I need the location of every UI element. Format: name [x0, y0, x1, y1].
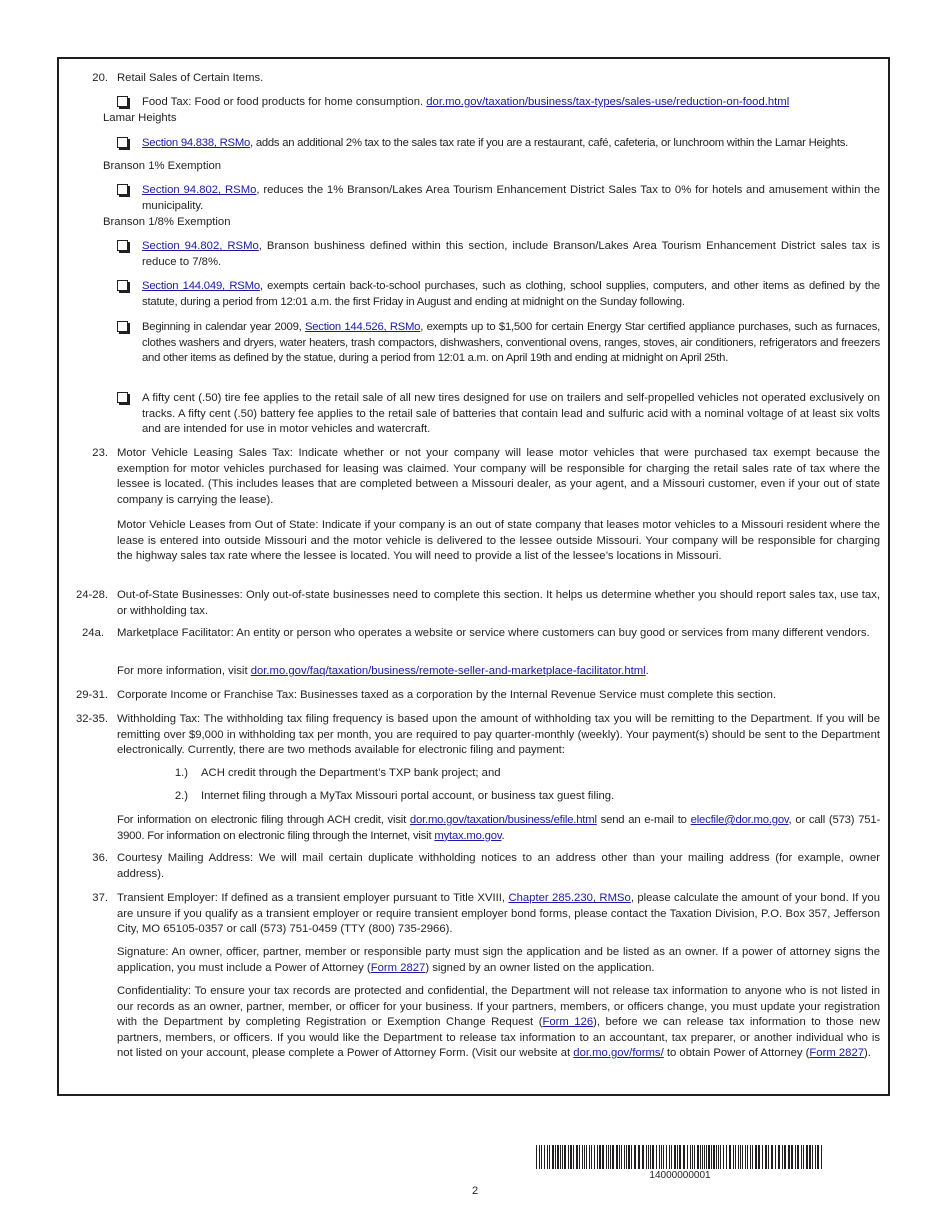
- barcode-bar: [795, 1145, 796, 1169]
- form-126-link[interactable]: Form 126: [542, 1016, 594, 1028]
- barcode-bar: [782, 1145, 783, 1169]
- barcode-bar: [591, 1145, 592, 1169]
- barcode-bar: [677, 1145, 678, 1169]
- efile-link[interactable]: dor.mo.gov/taxation/business/efile.html: [409, 814, 597, 826]
- barcode-bar: [765, 1145, 767, 1169]
- barcode-bar: [702, 1145, 703, 1169]
- method-internet-text: Internet filing through a MyTax Missouri portal account, or business tax guest filing.: [201, 790, 615, 802]
- barcode-bar: [812, 1145, 813, 1169]
- barcode-bar: [815, 1145, 816, 1169]
- barcode-bar: [669, 1145, 670, 1169]
- barcode-bar: [775, 1145, 776, 1169]
- checkbox-school[interactable]: [117, 280, 128, 291]
- barcode-bar: [791, 1145, 793, 1169]
- barcode-number: 14000000001: [649, 1170, 711, 1181]
- barcode-bar: [740, 1145, 741, 1169]
- corporate-text: Corporate Income or Franchise Tax: Businesses taxed as a corporation by the Internal Revenue Service must complete this section.: [117, 689, 777, 701]
- barcode-bar: [624, 1145, 625, 1169]
- branson18-text: Section 94.802, RSMo, Branson bushiness defined within this section, include Branson/Lakes Area Tourism Enhancement District sales tax is reduce to 7/8%.: [142, 240, 880, 268]
- barcode-bar: [584, 1145, 585, 1169]
- barcode-bar: [671, 1145, 672, 1169]
- confidentiality-text: Confidentiality: To ensure your tax records are protected and confidential, the Department will not release tax information to anyone who is not listed in our records as an owner, partner, member, or officer for your business. If your partners, members, or officers change, you must update your registration with the Department by completing Registration or Exemption Change Request (Form 126), before we can release tax information to those new partners, members, or officers. If you would like the Department to release tax information to an accountant, tax preparer, or another individual who is not listed on your account, please complete a Power of Attorney Form. (Visit our website at dor.mo.gov/forms/ to obtain Power of Attorney (Form 2827).: [117, 985, 880, 1059]
- form-2827-link-2[interactable]: Form 2827: [809, 1047, 865, 1059]
- barcode-bar: [656, 1145, 657, 1169]
- barcode-bar: [638, 1145, 640, 1169]
- elecfile-email-link[interactable]: elecfile@dor.mo.gov: [690, 814, 789, 826]
- barcode-bar: [612, 1145, 614, 1169]
- mytax-link[interactable]: mytax.mo.gov: [434, 829, 502, 842]
- section-144049-link[interactable]: Section 144.049, RSMo: [142, 280, 260, 292]
- marketplace-text: Marketplace Facilitator: An entity or person who operates a website or service where customers can buy good or services from many different vendors.: [117, 627, 870, 639]
- section-94802-link-2[interactable]: Section 94.802, RSMo: [142, 240, 259, 252]
- barcode-bar: [539, 1145, 540, 1169]
- barcode-bar: [735, 1145, 736, 1169]
- barcode-bar: [788, 1145, 790, 1169]
- barcode-bar: [716, 1145, 717, 1169]
- barcode-bar: [570, 1145, 572, 1169]
- barcode-bar: [738, 1145, 739, 1169]
- barcode-bar: [801, 1145, 802, 1169]
- efile-text: For information on electronic filing through ACH credit, visit dor.mo.gov/taxation/business/efile.html send an e-mail to elecfile@dor.mo.gov, or call (573) 751-3900. For information on electronic filing through the Internet, visit mytax.mo.gov.: [117, 814, 881, 842]
- barcode-bar: [621, 1145, 622, 1169]
- barcode-bar: [628, 1145, 630, 1169]
- barcode-bar: [803, 1145, 804, 1169]
- barcode-bar: [729, 1145, 731, 1169]
- barcode-bar: [683, 1145, 685, 1169]
- item-number: 36.: [92, 852, 108, 864]
- chapter-285230-link[interactable]: Chapter 285.230, RMSo: [508, 892, 631, 904]
- barcode-bar: [700, 1145, 701, 1169]
- barcode-bar: [642, 1145, 644, 1169]
- transient-employer-text: Transient Employer: If defined as a transient employer pursuant to Title XVIII, Chapter 285.230, RMSo, please calculate the amount of your bond. If you are unsure if you qualify as a transient employer or require transient employer bond forms, please contact the Taxation Division, P.O. Box 357, Jefferson City, MO 65105-0357 or call (573) 751-0459 (TTY (800) 735-2966).: [117, 892, 881, 935]
- barcode-bar: [659, 1145, 660, 1169]
- barcode-bar: [579, 1145, 580, 1169]
- barcode-bar: [599, 1145, 601, 1169]
- barcode-bar: [674, 1145, 676, 1169]
- energy-text: Beginning in calendar year 2009, Section 144.526, RSMo, exempts up to $1,500 for certain Energy Star certified appliance purchases, such as furnaces, clothes washers and dryers, water heaters, trash compactors, dishwashers, conventional ovens, ranges, stoves, air conditioners, refrigerators and freezers and other items as defined by the statue, during a period from 12:01 a.m. on April 19th and ending at midnight on April 25th.: [142, 321, 880, 364]
- food-tax-link[interactable]: dor.mo.gov/taxation/business/tax-types/sales-use/reduction-on-food.html: [426, 96, 790, 108]
- school-text: Section 144.049, RSMo, exempts certain back-to-school purchases, such as clothing, school supplies, computers, and other items as defined by the statute, during a period from 12:01 a.m. the first Friday in August and ending at midnight on the Sunday following.: [142, 280, 880, 308]
- checkbox-energy[interactable]: [117, 321, 128, 332]
- barcode-bar: [634, 1145, 636, 1169]
- barcode-bar: [557, 1145, 559, 1169]
- barcode-bar: [663, 1145, 664, 1169]
- barcode-bar: [708, 1145, 710, 1169]
- checkbox-tire[interactable]: [117, 392, 128, 403]
- barcode-bar: [616, 1145, 618, 1169]
- lamar-text: Section 94.838, RSMo, adds an additional 2% tax to the sales tax rate if you are a restaurant, café, cafeteria, or lunchroom within the Lamar Heights.: [142, 137, 849, 149]
- barcode-bar: [745, 1145, 746, 1169]
- barcode-bar: [706, 1145, 707, 1169]
- barcode-bar: [562, 1145, 563, 1169]
- barcode-bar: [594, 1145, 595, 1169]
- barcode-bar: [661, 1145, 662, 1169]
- barcode-bar: [619, 1145, 620, 1169]
- barcode-bar: [679, 1145, 681, 1169]
- barcode-bar: [573, 1145, 574, 1169]
- barcode-bar: [541, 1145, 542, 1169]
- barcode-bar: [582, 1145, 583, 1169]
- marketplace-more: For more information, visit dor.mo.gov/faq/taxation/business/remote-seller-and-marketplace-facilitator.html.: [117, 665, 649, 677]
- barcode-bar: [536, 1145, 537, 1169]
- barcode: [536, 1145, 824, 1169]
- section-94802-link[interactable]: Section 94.802, RSMo: [142, 184, 257, 196]
- method-number: 2.): [174, 790, 188, 802]
- form-2827-link[interactable]: Form 2827: [370, 961, 426, 974]
- branson1-heading: Branson 1% Exemption: [103, 160, 222, 172]
- barcode-bar: [626, 1145, 627, 1169]
- checkbox-branson1[interactable]: [117, 184, 128, 195]
- tire-text: A fifty cent (.50) tire fee applies to the retail sale of all new tires designed for use on trailers and self-propelled vehicles not operated exclusively on tracks. A fifty cent (.50) battery fee applies to the retail sale of batteries that contain lead and sulfuric acid with a nominal voltage of at least six volts and are intended for use in motor vehicles and watercraft.: [142, 392, 880, 435]
- barcode-bar: [778, 1145, 780, 1169]
- item-number: 20.: [92, 72, 108, 84]
- checkbox-branson18[interactable]: [117, 240, 128, 251]
- barcode-bar: [742, 1145, 743, 1169]
- item-number: 24a.: [82, 627, 104, 639]
- branson1-text: Section 94.802, RSMo, reduces the 1% Branson/Lakes Area Tourism Enhancement District Sales Tax to 0% for hotels and amusement within the municipality.: [142, 184, 880, 212]
- barcode-bar: [713, 1145, 715, 1169]
- forms-link[interactable]: dor.mo.gov/forms/: [573, 1047, 664, 1059]
- barcode-bar: [821, 1145, 822, 1169]
- barcode-bar: [755, 1145, 757, 1169]
- barcode-bar: [560, 1145, 561, 1169]
- barcode-bar: [797, 1145, 799, 1169]
- barcode-bar: [758, 1145, 760, 1169]
- checkbox-lamar[interactable]: [117, 137, 128, 148]
- vehicle-leases-out-of-state-text: Motor Vehicle Leases from Out of State: Indicate if your company is an out of state company that leases motor vehicles to a Missouri resident where the lease is entered into outside Missouri and the motor vehicle is delivered to the lessee outside Missouri. Your company will be responsible for charging the highway sales tax rate where the lessee is located. You will need to provide a list of the lessee’s locations in Missouri.: [117, 519, 880, 562]
- barcode-bar: [704, 1145, 705, 1169]
- barcode-bar: [631, 1145, 632, 1169]
- barcode-bar: [608, 1145, 609, 1169]
- barcode-bar: [576, 1145, 578, 1169]
- barcode-bar: [564, 1145, 566, 1169]
- section-144526-link[interactable]: Section 144.526, RSMo: [304, 321, 421, 333]
- barcode-bar: [762, 1145, 763, 1169]
- food-tax-text: Food Tax: Food or food products for home consumption. dor.mo.gov/taxation/business/tax-types/sales-use/reduction-on-food.html: [142, 96, 790, 108]
- barcode-bar: [597, 1145, 598, 1169]
- barcode-bar: [652, 1145, 654, 1169]
- barcode-bar: [733, 1145, 734, 1169]
- barcode-bar: [752, 1145, 753, 1169]
- barcode-bar: [586, 1145, 587, 1169]
- marketplace-link[interactable]: dor.mo.gov/faq/taxation/business/remote-seller-and-marketplace-facilitator.html: [250, 665, 646, 677]
- barcode-bar: [648, 1145, 649, 1169]
- barcode-bar: [692, 1145, 693, 1169]
- out-of-state-text: Out-of-State Businesses: Only out-of-state businesses need to complete this section. It helps us determine whether you should report sales tax, use tax, or withholding tax.: [117, 589, 880, 617]
- barcode-bar: [817, 1145, 819, 1169]
- barcode-bar: [806, 1145, 808, 1169]
- barcode-bar: [606, 1145, 607, 1169]
- barcode-bar: [720, 1145, 721, 1169]
- courtesy-mailing-text: Courtesy Mailing Address: We will mail certain duplicate withholding notices to an address other than your mailing address (for example, owner address).: [117, 852, 880, 880]
- page-number: 2: [471, 1185, 479, 1197]
- barcode-bar: [547, 1145, 548, 1169]
- barcode-bar: [650, 1145, 651, 1169]
- barcode-bar: [690, 1145, 691, 1169]
- lamar-heading: Lamar Heights: [103, 112, 177, 124]
- barcode-bar: [768, 1145, 769, 1169]
- barcode-bar: [694, 1145, 695, 1169]
- method-ach-text: ACH credit through the Department’s TXP bank project; and: [201, 767, 501, 779]
- barcode-bar: [723, 1145, 724, 1169]
- withholding-text: Withholding Tax: The withholding tax filing frequency is based upon the amount of withholding tax you will be remitting to the Department. If you will be remitting over $9,000 in withholding tax per month, you are required to pay quarter-monthly (weekly). Your payment(s) should be sent to the Department electronically. Currently, there are two methods available for electronic filing and payment:: [117, 713, 880, 756]
- barcode-bar: [549, 1145, 550, 1169]
- section-94838-link[interactable]: Section 94.838, RSMo: [142, 137, 251, 149]
- barcode-bar: [784, 1145, 786, 1169]
- barcode-bar: [687, 1145, 688, 1169]
- barcode-bar: [602, 1145, 604, 1169]
- barcode-bar: [552, 1145, 554, 1169]
- barcode-bar: [666, 1145, 667, 1169]
- vehicle-leasing-text: Motor Vehicle Leasing Sales Tax: Indicate whether or not your company will lease motor vehicles that were purchased tax exempt because the exemption for motor vehicles purchased for leasing was claimed. Your company will be responsible for charging the retail sales rate of tax where the lessee is located. (This includes leases that are completed between a Missouri dealer, as your agent, and a Missouri customer, even if your out of state company is carrying the lease).: [117, 447, 880, 506]
- barcode-bar: [589, 1145, 590, 1169]
- item-number: 24-28.: [75, 589, 108, 601]
- barcode-bar: [718, 1145, 719, 1169]
- item-title: Retail Sales of Certain Items.: [117, 72, 264, 84]
- checkbox-food-tax[interactable]: [117, 96, 128, 107]
- item-number: 32-35.: [75, 713, 108, 725]
- branson18-heading: Branson 1/8% Exemption: [103, 216, 231, 228]
- item-number: 29-31.: [75, 689, 108, 701]
- item-number: 23.: [92, 447, 108, 459]
- barcode-bar: [750, 1145, 751, 1169]
- barcode-bar: [697, 1145, 699, 1169]
- barcode-bar: [610, 1145, 611, 1169]
- barcode-bar: [555, 1145, 556, 1169]
- barcode-bar: [646, 1145, 647, 1169]
- barcode-bar: [747, 1145, 748, 1169]
- barcode-bar: [726, 1145, 727, 1169]
- method-number: 1.): [174, 767, 188, 779]
- barcode-bar: [568, 1145, 569, 1169]
- barcode-bar: [711, 1145, 712, 1169]
- barcode-bar: [809, 1145, 811, 1169]
- item-number: 37.: [92, 892, 108, 904]
- signature-text: Signature: An owner, officer, partner, member or responsible party must sign the application and be listed as an owner. If a power of attorney signs the application, you must include a Power of Attorney (Form 2827) signed by an owner listed on the application.: [117, 946, 880, 974]
- barcode-bar: [544, 1145, 545, 1169]
- barcode-bar: [771, 1145, 773, 1169]
